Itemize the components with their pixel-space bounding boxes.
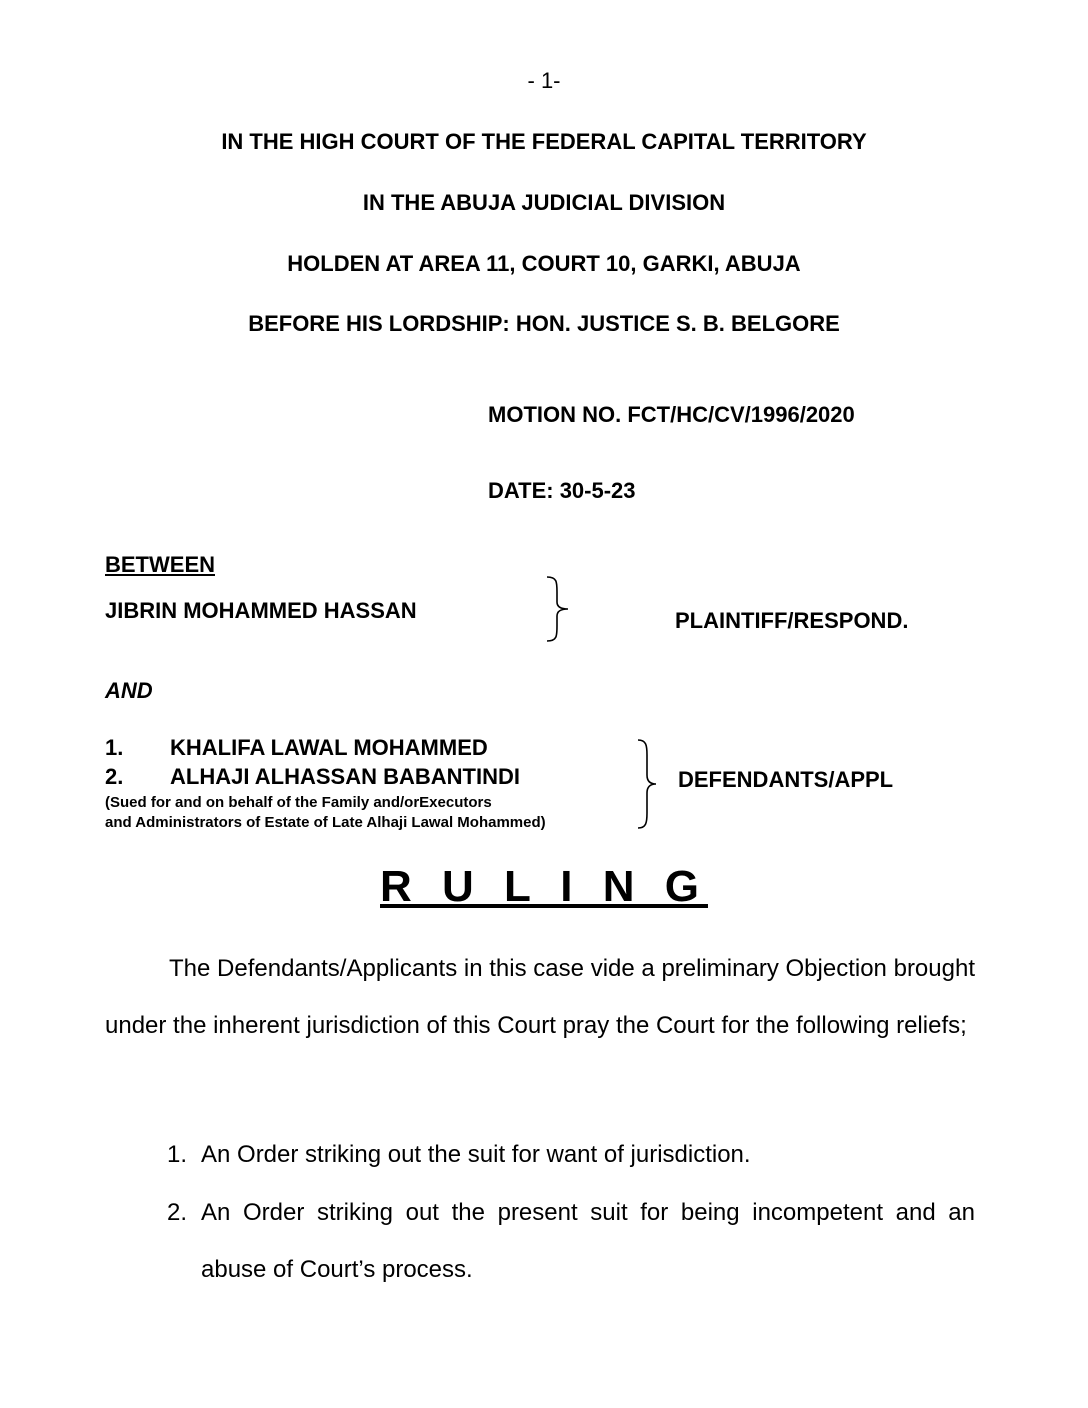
plaintiff-name: JIBRIN MOHAMMED HASSAN	[105, 598, 417, 623]
judge-heading: BEFORE HIS LORDSHIP: HON. JUSTICE S. B. BELGORE	[248, 311, 840, 336]
plaintiff-brace	[541, 574, 575, 644]
relief-item-1	[167, 1126, 975, 1183]
and-label: AND	[105, 678, 153, 703]
defendant-1-name: KHALIFA LAWAL MOHAMMED	[170, 735, 488, 760]
defendants-role: DEFENDANTS/APPL	[678, 767, 894, 792]
defendants-brace	[634, 737, 664, 831]
relief-1-text: An Order striking out the suit for want of jurisdiction.	[201, 1141, 751, 1168]
relief-1-number: 1.	[167, 1141, 188, 1168]
ruling-intro-paragraph: The Defendants/Applicants in this case vide a preliminary Objection brought under the inherent jurisdiction of this Court pray the Court for the following reliefs;	[105, 955, 975, 1039]
relief-item-2	[167, 1184, 975, 1298]
defendants-note-line-1: (Sued for and on behalf of the Family and/orExecutors	[105, 794, 492, 811]
motion-number: MOTION NO. FCT/HC/CV/1996/2020	[488, 402, 855, 427]
plaintiff-role: PLAINTIFF/RESPOND.	[675, 608, 909, 633]
page-number: - 1-	[527, 68, 561, 93]
between-label: BETWEEN	[105, 552, 215, 577]
defendant-2-number: 2.	[105, 764, 124, 789]
holden-heading: HOLDEN AT AREA 11, COURT 10, GARKI, ABUJA	[287, 251, 801, 276]
division-heading: IN THE ABUJA JUDICIAL DIVISION	[362, 190, 726, 215]
court-heading: IN THE HIGH COURT OF THE FEDERAL CAPITAL TERRITORY	[221, 129, 867, 154]
defendant-2-name: ALHAJI ALHASSAN BABANTINDI	[170, 764, 520, 789]
ruling-title: R U L I N G	[380, 862, 708, 911]
defendants-note	[105, 793, 546, 833]
relief-2-text: An Order striking out the present suit for being incompetent and an abuse of Court’s process.	[201, 1199, 975, 1283]
ruling-date: DATE: 30-5-23	[488, 478, 636, 503]
relief-2-number: 2.	[167, 1199, 188, 1226]
defendant-1-number: 1.	[105, 735, 124, 760]
defendants-note-line-2: and Administrators of Estate of Late Alhaji Lawal Mohammed)	[105, 814, 546, 831]
